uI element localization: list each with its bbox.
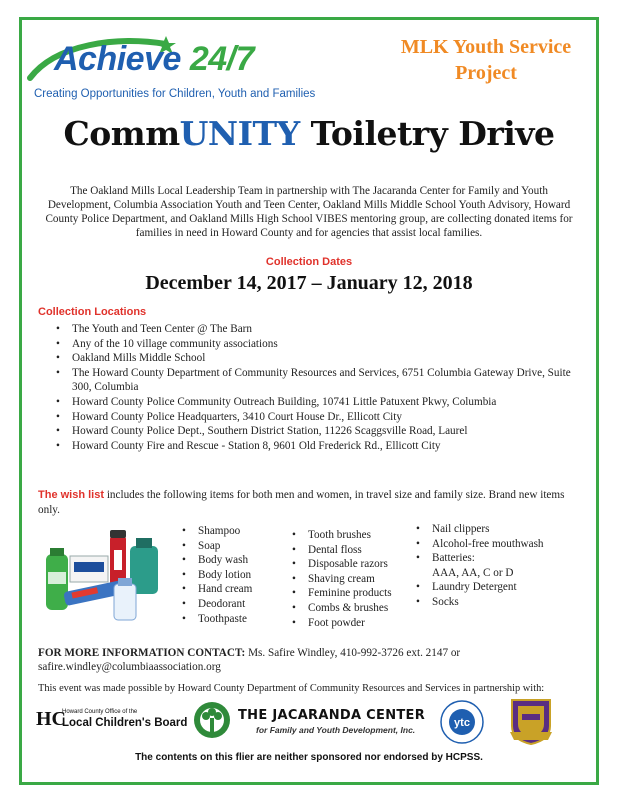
location-item: • Howard County Police Headquarters, 3410 Court House Dr., Ellicott City (52, 410, 592, 425)
wish-list-column-2 (290, 528, 392, 630)
contact-text: Ms. Safire Windley, 410-992-3726 ext. 2147 or safire.windley@columbiaassociation.org (38, 647, 461, 673)
locations-list (52, 322, 592, 453)
local-childrens-board-logo (36, 706, 186, 736)
wish-item: • Tooth brushes (290, 528, 392, 543)
wish-item: • Nail clippers (414, 522, 544, 537)
wish-item: • Laundry Detergent (414, 580, 544, 595)
intro-paragraph: The Oakland Mills Local Leadership Team in partnership with The Jacaranda Center for Family and Youth Development, Columbia Association Youth and Teen Center, Oakland Mills Middle School Youth Advisory, Howard County Police Department, and Oakland Mills High School VIBES mentoring group, are collecting donated items for families in need in Howard County and for agencies that assist local families. (45, 185, 573, 239)
vibes-badge-icon (508, 696, 554, 746)
lcb-name: Local Children's Board (62, 717, 188, 729)
wish-item: • Deodorant (180, 597, 252, 612)
partners-line: This event was made possible by Howard County Department of Community Resources and Services in partnership with: (38, 683, 545, 694)
wish-list-intro (38, 488, 588, 518)
jacaranda-name: THE JACARANDA CENTER (238, 708, 426, 723)
title-unity: UNITY (179, 114, 300, 153)
wish-item: • Alcohol-free mouthwash (414, 537, 544, 552)
tree-icon (192, 700, 232, 740)
location-item: • The Youth and Teen Center @ The Barn (52, 322, 592, 337)
project-line-2: Project (455, 62, 517, 84)
wish-item: • Shampoo (180, 524, 252, 539)
location-item: • The Howard County Department of Community Resources and Services, 6751 Columbia Gateway Drive, Suite 300, Columbia (52, 366, 592, 395)
locations-label: Collection Locations (38, 306, 147, 318)
wish-item: • Body wash (180, 553, 252, 568)
jacaranda-center-logo (192, 700, 424, 740)
ytc-logo-text: ytc (454, 717, 470, 729)
logo-tagline: Creating Opportunities for Children, Youth and Families (34, 88, 316, 100)
collection-dates: December 14, 2017 – January 12, 2018 (145, 272, 473, 294)
wish-item: • Dental floss (290, 543, 392, 558)
contact-info (38, 646, 588, 674)
disclaimer: The contents on this flier are neither sponsored nor endorsed by HCPSS. (135, 752, 483, 763)
jacaranda-subtitle: for Family and Youth Development, Inc. (256, 725, 416, 735)
title-part-1: Comm (63, 114, 180, 153)
location-item: • Any of the 10 village community associations (52, 337, 592, 352)
location-item: • Howard County Police Dept., Southern District Station, 11226 Scaggsville Road, Laurel (52, 424, 592, 439)
lcb-small-text: Howard County Office of the (62, 709, 138, 715)
lcb-monogram: HC (36, 708, 66, 730)
location-item: • Howard County Police Community Outreach Building, 10741 Little Patuxent Pkwy, Columbia (52, 395, 592, 410)
wish-list-column-1 (180, 524, 252, 626)
wish-item: • Body lotion (180, 568, 252, 583)
logo-word (54, 40, 254, 79)
title-part-3: Toiletry Drive (299, 114, 555, 153)
project-line-1: MLK Youth Service (400, 36, 572, 58)
wish-item: • Batteries: (414, 551, 544, 566)
wish-item: • Combs & brushes (290, 601, 392, 616)
wish-list-column-3 (414, 522, 544, 610)
project-title (378, 34, 594, 86)
page-title (0, 114, 618, 153)
achieve-logo (20, 34, 316, 108)
wish-item: • Socks (414, 595, 544, 610)
wish-list-label: The wish list (38, 489, 105, 501)
toiletries-image (44, 526, 170, 630)
wish-item: • Shaving cream (290, 572, 392, 587)
wish-item: • Hand cream (180, 582, 252, 597)
wish-item: • Foot powder (290, 616, 392, 631)
logo-number: 24/7 (189, 40, 255, 78)
wish-item: • Toothpaste (180, 612, 252, 627)
dates-label: Collection Dates (265, 256, 353, 268)
logo-word-text: Achieve (54, 40, 181, 78)
location-item: • Oakland Mills Middle School (52, 351, 592, 366)
wish-item: • Disposable razors (290, 557, 392, 572)
wish-item: • Feminine products (290, 586, 392, 601)
wish-item: • Soap (180, 539, 252, 554)
wish-list-text: includes the following items for both men and women, in travel size and family size. Brand new items only. (38, 489, 565, 516)
location-item: • Howard County Fire and Rescue - Station 8, 9601 Old Frederick Rd., Ellicott City (52, 439, 592, 454)
ytc-logo (440, 700, 484, 744)
wish-item-batteries-sizes: AAA, AA, C or D (432, 566, 514, 579)
contact-label: FOR MORE INFORMATION CONTACT: (38, 647, 246, 659)
